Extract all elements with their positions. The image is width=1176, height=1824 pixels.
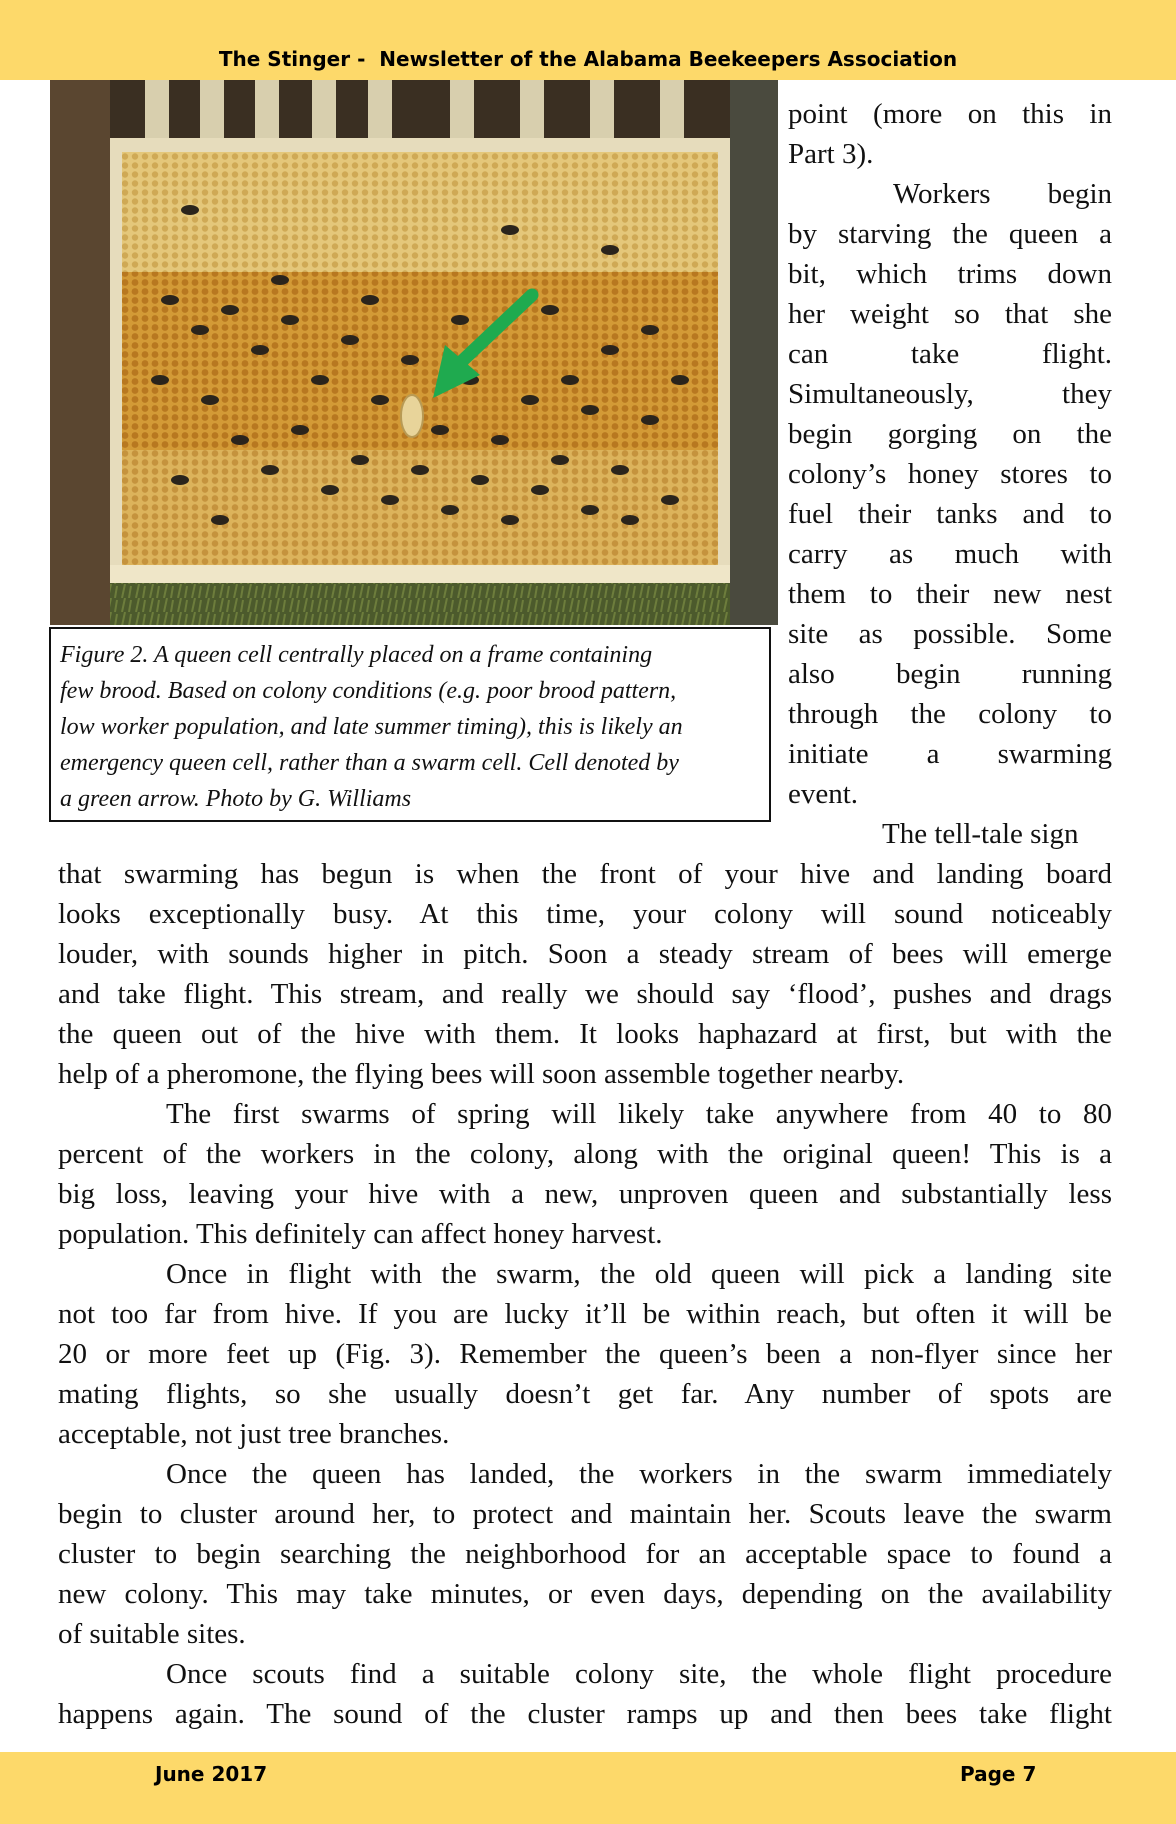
body-text-line: Once scouts find a suitable colony site, the whole flight procedure: [166, 1658, 1112, 1690]
column-text-line: site as possible. Some: [788, 618, 1112, 650]
body-text-line: 20 or more feet up (Fig. 3). Remember the queen’s been a non-flyer since her: [58, 1338, 1112, 1370]
body-text-line: Once the queen has landed, the workers in the swarm immediately: [166, 1458, 1112, 1490]
body-text-line: new colony. This may take minutes, or even days, depending on the availability: [58, 1578, 1112, 1610]
column-text-line: through the colony to: [788, 698, 1112, 730]
caption-line: low worker population, and late summer timing), this is likely an: [60, 714, 683, 740]
issue-date: June 2017: [155, 1762, 268, 1786]
column-text-line: by starving the queen a: [788, 218, 1112, 250]
honeycomb-frame-photo: [50, 80, 778, 625]
column-text-line: Part 3).: [788, 138, 874, 170]
caption-line: emergency queen cell, rather than a swarm cell. Cell denoted by: [60, 750, 679, 776]
body-text-line: of suitable sites.: [58, 1618, 246, 1650]
page-number: Page 7: [960, 1762, 1037, 1786]
column-text-line: The tell-tale sign: [882, 818, 1079, 850]
body-text-line: the queen out of the hive with them. It looks haphazard at first, but with the: [58, 1018, 1112, 1050]
column-text-line: can take flight.: [788, 338, 1112, 370]
body-text-line: big loss, leaving your hive with a new, unproven queen and substantially less: [58, 1178, 1112, 1210]
column-text-line: them to their new nest: [788, 578, 1112, 610]
column-text-line: colony’s honey stores to: [788, 458, 1112, 490]
column-text-line: event.: [788, 778, 859, 810]
caption-line: Figure 2. A queen cell centrally placed on a frame containing: [60, 642, 653, 668]
caption-line: few brood. Based on colony conditions (e.g. poor brood pattern,: [60, 678, 677, 704]
body-text-line: population. This definitely can affect honey harvest.: [58, 1218, 663, 1250]
column-text-line: bit, which trims down: [788, 258, 1112, 290]
column-text-line: Workers begin: [893, 178, 1112, 210]
body-text-line: mating flights, so she usually doesn’t get far. Any number of spots are: [58, 1378, 1112, 1410]
column-text-line: carry as much with: [788, 538, 1112, 570]
body-text-line: cluster to begin searching the neighborhood for an acceptable space to found a: [58, 1538, 1112, 1570]
column-text-line: point (more on this in: [788, 98, 1112, 130]
body-text-line: begin to cluster around her, to protect and maintain her. Scouts leave the swarm: [58, 1498, 1112, 1530]
body-text-line: Once in flight with the swarm, the old queen will pick a landing site: [166, 1258, 1112, 1290]
column-text-line: also begin running: [788, 658, 1112, 690]
body-text-line: The first swarms of spring will likely take anywhere from 40 to 80: [166, 1098, 1112, 1130]
body-text-line: louder, with sounds higher in pitch. Soon a steady stream of bees will emerge: [58, 938, 1112, 970]
body-text-line: not too far from hive. If you are lucky it’ll be within reach, but often it will be: [58, 1298, 1112, 1330]
column-text-line: begin gorging on the: [788, 418, 1112, 450]
body-text-line: acceptable, not just tree branches.: [58, 1418, 450, 1450]
figure-caption: [49, 627, 771, 822]
newsletter-title: The Stinger - Newsletter of the Alabama Beekeepers Association: [218, 47, 958, 71]
body-text-line: percent of the workers in the colony, along with the original queen! This is a: [58, 1138, 1112, 1170]
body-text-line: happens again. The sound of the cluster ramps up and then bees take flight: [58, 1698, 1112, 1730]
body-text-line: looks exceptionally busy. At this time, your colony will sound noticeably: [58, 898, 1112, 930]
body-text-line: that swarming has begun is when the front of your hive and landing board: [58, 858, 1112, 890]
body-text-line: help of a pheromone, the flying bees will soon assemble together nearby.: [58, 1058, 905, 1090]
column-text-line: initiate a swarming: [788, 738, 1112, 770]
column-text-line: Simultaneously, they: [788, 378, 1112, 410]
body-text-line: and take flight. This stream, and really we should say ‘flood’, pushes and drags: [58, 978, 1112, 1010]
column-text-line: fuel their tanks and to: [788, 498, 1112, 530]
column-text-line: her weight so that she: [788, 298, 1112, 330]
caption-line: a green arrow. Photo by G. Williams: [60, 786, 412, 812]
